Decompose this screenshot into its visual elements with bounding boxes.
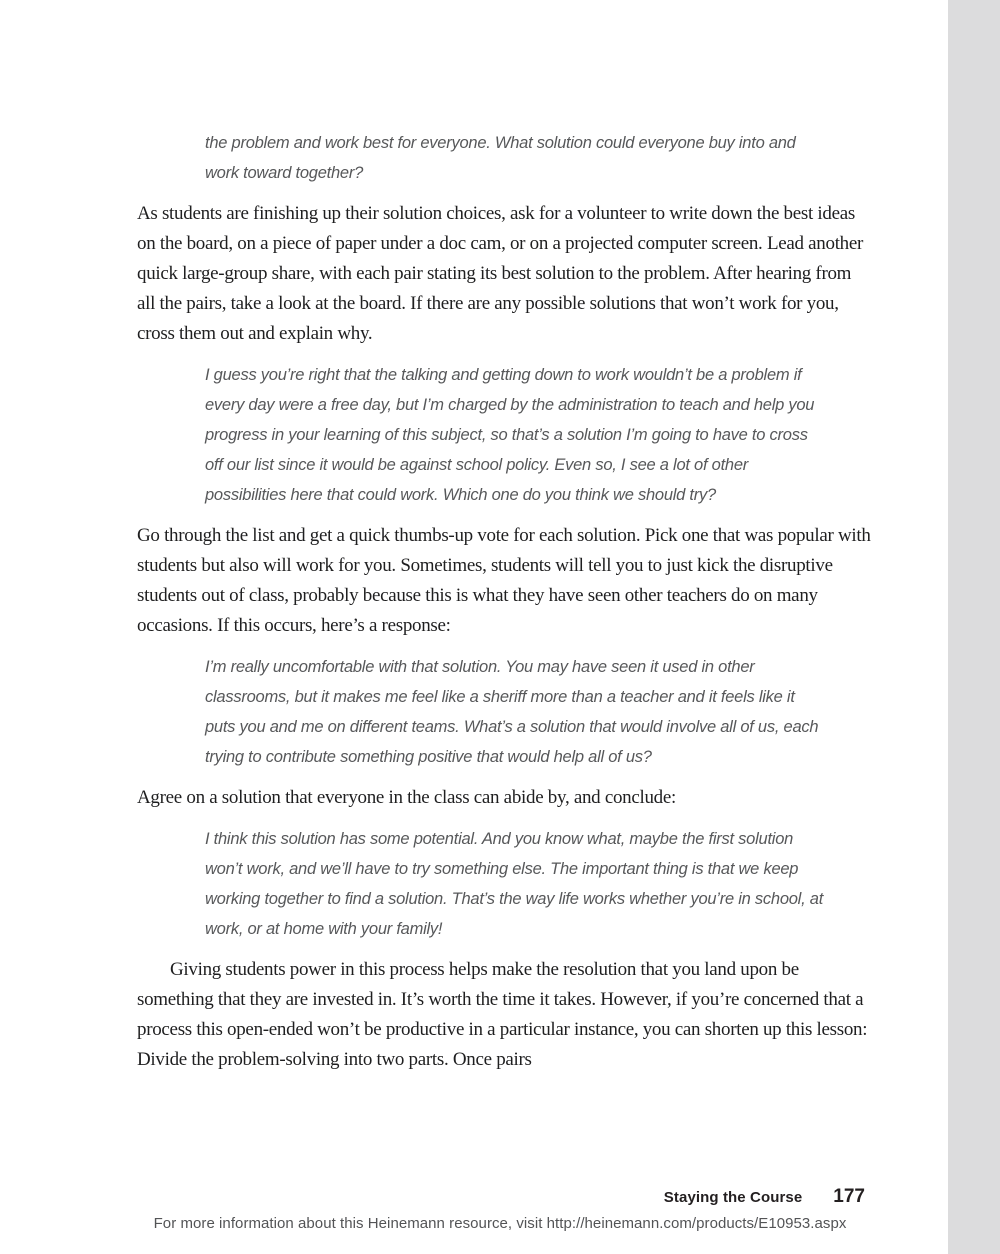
running-title: Staying the Course (663, 1189, 803, 1206)
body-paragraph: Agree on a solution that everyone in the class can abide by, and conclude: (137, 787, 676, 808)
page-footer (137, 1186, 865, 1208)
teacher-script-quote: I guess you’re right that the talking and getting down to work wouldn’t be a problem if every day were a free day, but I’m charged by the administration to teach and help you progress in your learning of this subject, so that’s a solution I’m going to have to cross off our list since it would be against school policy. Even so, I see a lot of other possibilities here that could work. Which one do you think we should try? (205, 366, 815, 504)
page-edge-strip (948, 0, 1000, 1254)
teacher-script-quote: I think this solution has some potential. And you know what, maybe the first solution won’t work, and we’ll have to try something else. The important thing is that we keep working together to find a solution. That’s the way life works whether you’re in school, at work, or at home with your family! (205, 830, 824, 938)
footer-info-line: For more information about this Heinemann resource, visit http://heinemann.com/products/E10953.aspx (153, 1215, 847, 1232)
teacher-script-quote: I’m really uncomfortable with that solution. You may have seen it used in other classrooms, but it makes me feel like a sheriff more than a teacher and it feels like it puts you and me on different teams. What’s a solution that would involve all of us, each trying to contribute something positive that would help all of us? (205, 658, 819, 766)
page-number: 177 (833, 1186, 865, 1207)
body-paragraph: Giving students power in this process helps make the resolution that you land upon be something that they are invested in. It’s worth the time it takes. However, if you’re concerned that a process this open-ended won’t be productive in a particular instance, you can shorten up this lesson: Divide the problem-solving into two parts. Once pairs (137, 959, 868, 1070)
body-paragraph: As students are finishing up their solution choices, ask for a volunteer to write down the best ideas on the board, on a piece of paper under a doc cam, or on a projected computer screen. Lead another quick large-group share, with each pair stating its best solution to the problem. After hearing from all the pairs, take a look at the board. If there are any possible solutions that won’t work for you, cross them out and explain why. (137, 203, 864, 344)
teacher-script-quote: the problem and work best for everyone. What solution could everyone buy into and work toward together? (205, 134, 796, 182)
page-body (137, 128, 871, 1086)
body-paragraph: Go through the list and get a quick thumbs-up vote for each solution. Pick one that was popular with students but also will work for you. Sometimes, students will tell you to just kick the disruptive students out of class, probably because this is what they have seen other teachers do on many occasions. If this occurs, here’s a response: (137, 525, 871, 636)
